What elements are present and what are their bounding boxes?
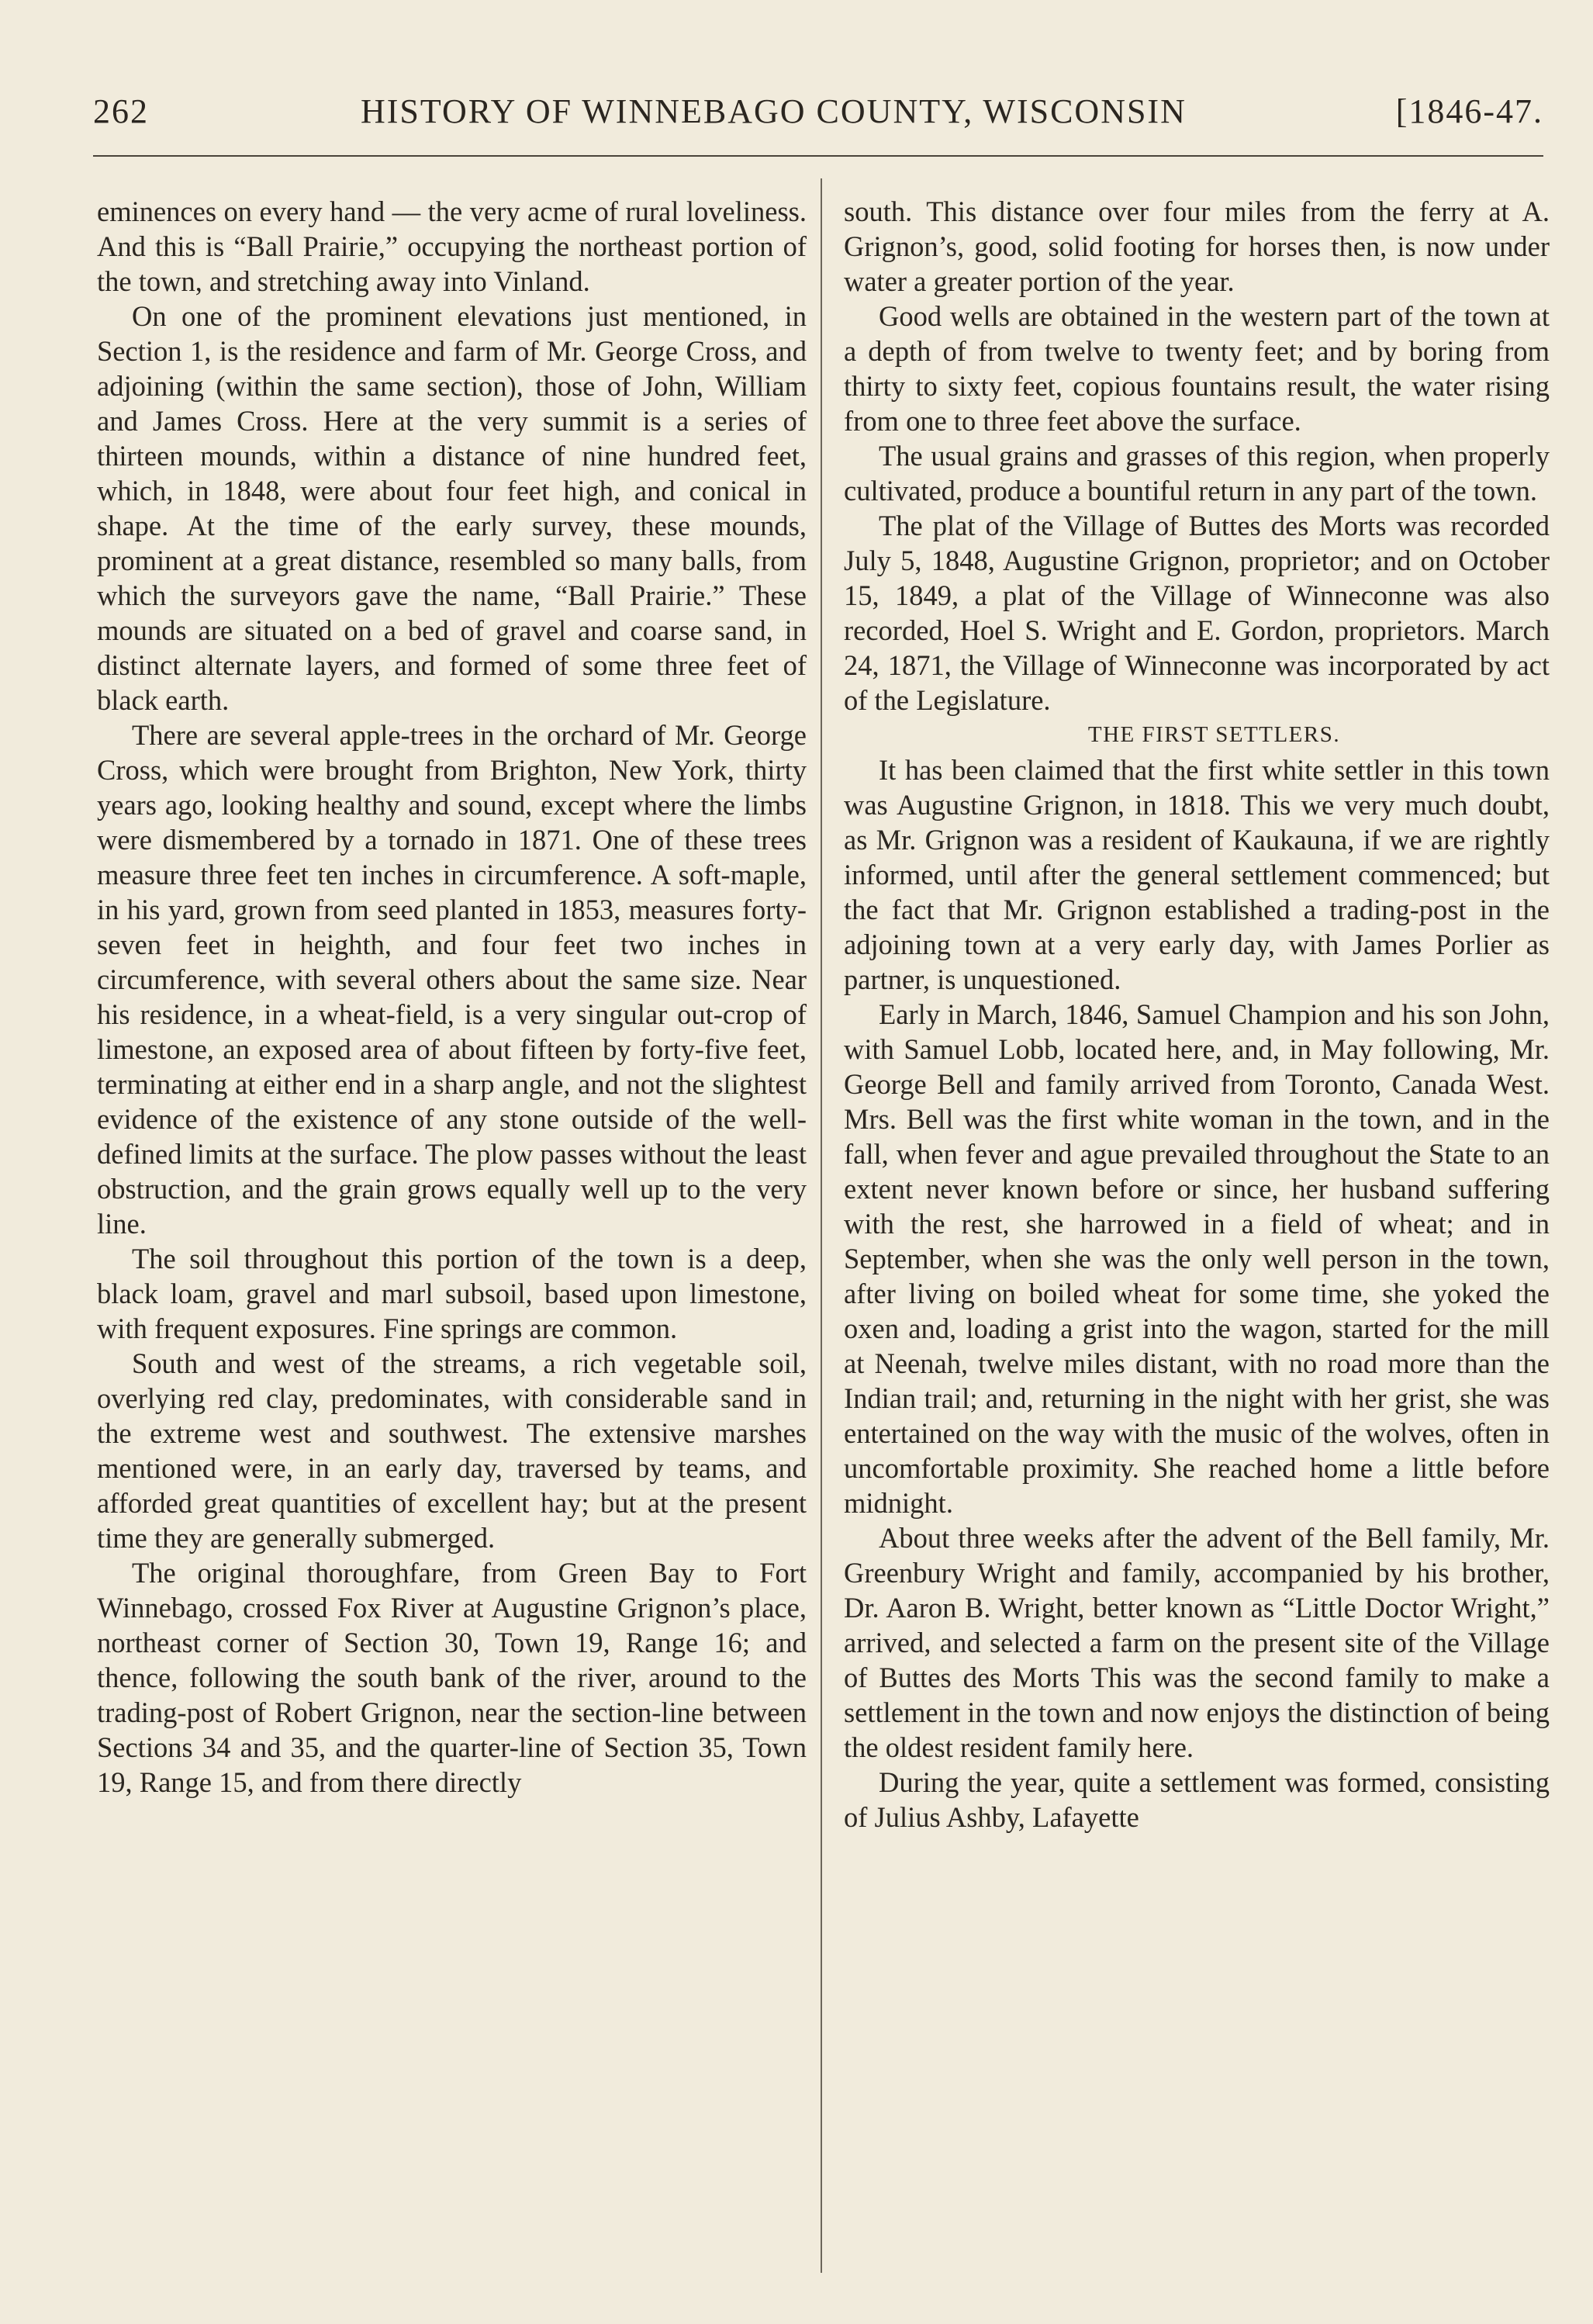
paragraph: The usual grains and grasses of this region, when properly cultivated, produce a bountiful return in any part of the town. [844, 440, 1550, 507]
paragraph: The plat of the Village of Buttes des Morts was recorded July 5, 1848, Augustine Grignon, proprietor; and on October 15, 1849, a plat of the Village of Winneconne was also recorded, Hoel S. Wright and E. Gordon, proprietors. March 24, 1871, the Village of Winneconne was incorporated by act of the Legislature. [844, 510, 1550, 716]
section-heading: THE FIRST SETTLERS. [1087, 722, 1341, 747]
paragraph: south. This distance over four miles from the ferry at A. Grignon’s, good, solid footing for horses then, is now under water a greater portion of the year. [844, 195, 1550, 297]
paragraph: Good wells are obtained in the western part of the town at a depth of from twelve to twenty feet; and by boring from thirty to sixty feet, copious fountains result, the water rising from one to three feet above the surface. [844, 300, 1550, 437]
paragraph: The original thoroughfare, from Green Bay to Fort Winnebago, crossed Fox River at Augustine Grignon’s place, northeast corner of Section 30, Town 19, Range 16; and thence, following the south bank of the river, around to the trading-post of Robert Grignon, near the section-line between Sections 34 and 35, and the quarter-line of Section 35, Town 19, Range 15, and from there directly [97, 1557, 807, 1798]
paragraph: The soil throughout this portion of the town is a deep, black loam, gravel and marl subsoil, based upon limestone, with frequent exposures. Fine springs are common. [97, 1243, 807, 1344]
paragraph: During the year, quite a settlement was formed, consisting of Julius Ashby, Lafayette [844, 1766, 1550, 1833]
left-column [97, 194, 807, 1800]
date-range: [1846-47. [1395, 92, 1543, 130]
paragraph: South and west of the streams, a rich vegetable soil, overlying red clay, predominates, with considerable sand in the extreme west and southwest. The extensive marshes mentioned were, in an early day, traversed by teams, and afforded great quantities of excellent hay; but at the present time they are generally submerged. [97, 1347, 807, 1554]
paragraph: There are several apple-trees in the orchard of Mr. George Cross, which were brought from Brighton, New York, thirty years ago, looking healthy and sound, except where the limbs were dismembered by a tornado in 1871. One of these trees measure three feet ten inches in circumference. A soft-maple, in his yard, grown from seed planted in 1853, measures forty-seven feet in heighth, and four feet two inches in circumference, with several others about the same size. Near his residence, in a wheat-field, is a very singular out-crop of limestone, an exposed area of about fifteen by forty-five feet, terminating at either end in a sharp angle, and not the slightest evidence of the existence of any stone outside of the well-defined limits at the surface. The plow passes without the least obstruction, and the grain grows equally well up to the very line. [97, 719, 807, 1240]
running-header [93, 85, 1543, 140]
paragraph: About three weeks after the advent of the Bell family, Mr. Greenbury Wright and family, accompanied by his brother, Dr. Aaron B. Wright, better known as “Little Doctor Wright,” arrived, and selected a farm on the present site of the Village of Buttes des Morts This was the second family to make a settlement in the town and now enjoys the distinction of being the oldest resident family here. [844, 1522, 1550, 1763]
header-rule [93, 155, 1543, 157]
paragraph: It has been claimed that the first white settler in this town was Augustine Grignon, in 1818. This we very much doubt, as Mr. Grignon was a resident of Kaukauna, if we are rightly informed, until after the general settlement commenced; but the fact that Mr. Grignon established a trading-post in the adjoining town at a very early day, with James Porlier as partner, is unquestioned. [844, 754, 1550, 995]
paragraph: eminences on every hand — the very acme of rural loveliness. And this is “Ball Prairie,” occupying the northeast portion of the town, and stretching away into Vinland. [97, 195, 807, 297]
right-column [844, 194, 1550, 1835]
column-divider [821, 178, 822, 2273]
paragraph: Early in March, 1846, Samuel Champion and his son John, with Samuel Lobb, located here, and, in May following, Mr. George Bell and family arrived from Toronto, Canada West. Mrs. Bell was the first white woman in the town, and in the fall, when fever and ague prevailed throughout the State to an extent never known before or since, her husband suffering with the rest, she harrowed in a field of wheat; and in September, when she was the only well person in the town, after living on boiled wheat for some time, she yoked the oxen and, loading a grist into the wagon, started for the mill at Neenah, twelve miles distant, with no road more than the Indian trail; and, returning in the night with her grist, she was entertained on the way with the music of the wolves, often in uncomfortable proximity. She reached home a little before midnight. [844, 998, 1550, 1519]
page-number: 262 [93, 92, 149, 130]
running-title: HISTORY OF WINNEBAGO COUNTY, WISCONSIN [361, 92, 1187, 130]
paragraph: On one of the prominent elevations just mentioned, in Section 1, is the residence and farm of Mr. George Cross, and adjoining (within the same section), those of John, William and James Cross. Here at the very summit is a series of thirteen mounds, within a distance of nine hundred feet, which, in 1848, were about four feet high, and conical in shape. At the time of the early survey, these mounds, prominent at a great distance, resembled so many balls, from which the surveyors gave the name, “Ball Prairie.” These mounds are situated on a bed of gravel and coarse sand, in distinct alternate layers, and formed of some three feet of black earth. [97, 300, 807, 716]
